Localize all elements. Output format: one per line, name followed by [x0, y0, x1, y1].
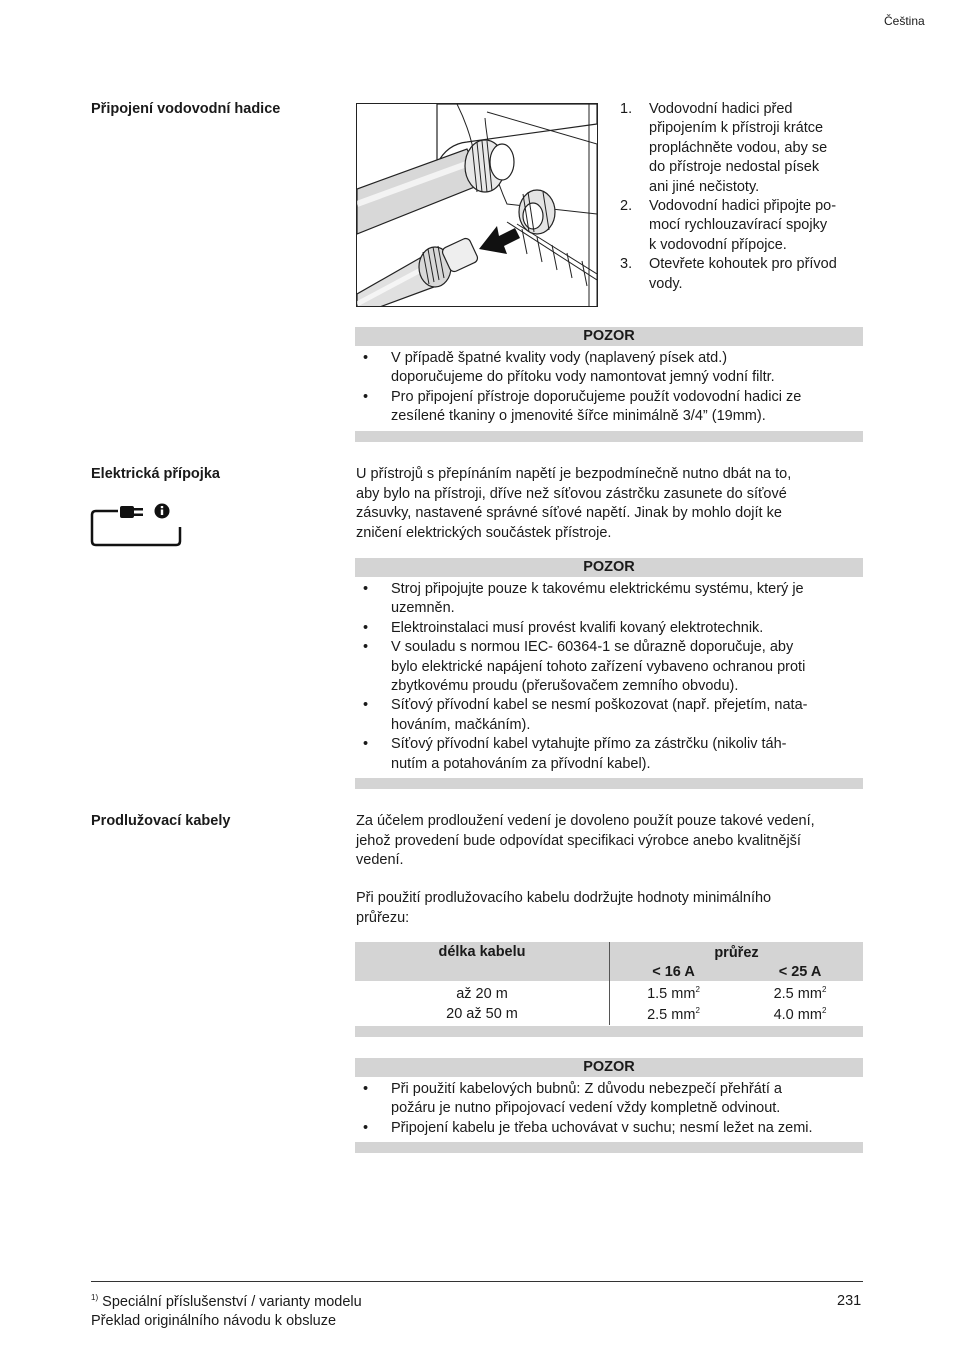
- step-text-line: Vodovodní hadici před: [649, 101, 793, 117]
- bullet: •: [363, 581, 369, 597]
- warning-line: požáru je nutno připojovací vedení vždy kompletně odvinout.: [391, 1100, 781, 1117]
- step-text-line: propláchněte vodou, aby se: [649, 139, 828, 156]
- warning-line: zbytkovému proudu (přerušovačem zemního obvodu).: [391, 678, 739, 695]
- step-number: 3.: [620, 256, 633, 273]
- superscript: 2: [695, 1005, 700, 1015]
- step-text-line: mocí rychlouzavírací spojky: [649, 217, 828, 234]
- footnote: [91, 1293, 362, 1310]
- bullet: •: [363, 350, 369, 366]
- warning-item: [355, 388, 863, 427]
- table-subheader-16a: < 16 A: [652, 963, 695, 980]
- table-subheader-25a: < 25 A: [778, 963, 822, 980]
- warning-item: [355, 1119, 863, 1138]
- table-footer-bar: [355, 1026, 863, 1037]
- section-title-extension: Prodlužovací kabely: [91, 813, 231, 829]
- paragraph-line: průřezu:: [356, 909, 410, 926]
- bullet: •: [363, 697, 369, 714]
- plug-info-icon: [90, 501, 184, 547]
- warning-line: V případě špatné kvality vody (naplavený písek atd.): [391, 350, 728, 366]
- superscript: 2: [695, 985, 700, 995]
- table-header-length: délka kabelu: [355, 942, 610, 981]
- section-title-water-hose: Připojení vodovodní hadice: [91, 101, 281, 117]
- paragraph-line: jehož provedení bude odpovídat specifikaci výrobce anebo kvalitnější: [356, 832, 801, 849]
- step-text-line: Vodovodní hadici připojte po-: [649, 198, 837, 215]
- warning-line: Stroj připojujte pouze k takovému elektrickému systému, který je: [391, 581, 804, 597]
- warning-item: [355, 349, 863, 388]
- cell-value: 4.0 mm: [773, 1006, 822, 1023]
- language-label: Čeština: [884, 14, 925, 28]
- warning-line: zesílené tkaniny o jmenovité šířce minimálně 3/4” (19mm).: [391, 408, 766, 425]
- superscript: 2: [821, 1005, 827, 1015]
- cell-value: 2.5 mm: [647, 1006, 696, 1023]
- page-number: 231: [837, 1293, 862, 1309]
- warning-title: POZOR: [355, 558, 863, 577]
- paragraph-line: zásuvky, nastavené správné síťové napětí. Jinak by mohlo dojít ke: [356, 505, 782, 521]
- bullet: •: [363, 1081, 369, 1097]
- cell-value: 1.5 mm: [647, 985, 696, 1002]
- step-text-line: do přístroje nedostal písek: [649, 159, 820, 176]
- warning-line: Elektroinstalaci musí provést kvalifi kovaný elektrotechnik.: [391, 619, 764, 636]
- bullet: •: [363, 639, 369, 656]
- step-item: [620, 197, 870, 255]
- extension-paragraph-2: [356, 889, 868, 928]
- paragraph-line: U přístrojů s přepínáním napětí je bezpodmínečně nutno dbát na to,: [356, 466, 792, 482]
- step-text-line: připojením k přístroji krátce: [649, 120, 824, 137]
- bullet: •: [363, 736, 369, 753]
- warning-line: uzemněn.: [391, 600, 455, 617]
- footnote-text: Speciální příslušenství / varianty modelu: [98, 1294, 362, 1310]
- cell-value: 2.5 mm: [773, 985, 822, 1002]
- warning-line: V souladu s normou IEC- 60364-1 se důrazně doporučuje, aby: [391, 639, 794, 656]
- table-cell-length: až 20 m: [355, 981, 610, 1003]
- warning-line: Síťový přívodní kabel vytahujte přímo za zástrčku (nikoliv táh-: [391, 736, 787, 753]
- step-text-line: vody.: [649, 275, 683, 292]
- warning-box-electrical: [355, 558, 863, 789]
- warning-box-extension: [355, 1058, 863, 1153]
- paragraph-line: vedení.: [356, 852, 404, 868]
- extension-paragraph-1: [356, 812, 868, 871]
- bullet: •: [363, 388, 369, 405]
- table-cell-16a: [610, 1003, 738, 1025]
- warning-line: nutím a potahováním za přívodní kabel).: [391, 755, 651, 772]
- table-cell-25a: [737, 981, 863, 1003]
- paragraph-line: Při použití prodlužovacího kabelu dodržujte hodnoty minimálního: [356, 890, 772, 906]
- step-number: 2.: [620, 198, 633, 215]
- warning-line: bylo elektrické napájení tohoto zařízení vybaveno ochranou proti: [391, 658, 806, 675]
- paragraph-line: aby bylo na přístroji, dříve než síťovou zástrčku zasunete do síťové: [356, 485, 787, 502]
- warning-title: POZOR: [355, 327, 863, 346]
- warning-item: [355, 735, 863, 774]
- step-item: [620, 100, 870, 197]
- warning-item: [355, 638, 863, 696]
- warning-line: Při použití kabelových bubnů: Z důvodu nebezpečí přehřátí a: [391, 1081, 782, 1097]
- step-number: 1.: [620, 101, 633, 117]
- cable-cross-section-table: [355, 942, 863, 1025]
- step-text-line: ani jiné nečistoty.: [649, 178, 760, 195]
- bullet: •: [363, 619, 369, 636]
- table-header-cross-section: průřez: [714, 945, 759, 961]
- step-text-line: k vodovodní přípojce.: [649, 236, 787, 253]
- hose-connection-drawing: [357, 104, 598, 307]
- warning-item: [355, 696, 863, 735]
- table-cell-16a: [610, 981, 738, 1003]
- warning-item: [355, 580, 863, 619]
- table-cell-length: 20 až 50 m: [355, 1003, 610, 1025]
- hose-connection-illustration: [356, 103, 598, 307]
- section-title-electrical: Elektrická přípojka: [91, 466, 220, 482]
- warning-item: [355, 1080, 863, 1119]
- paragraph-line: Za účelem prodloužení vedení je dovoleno použít pouze takové vedení,: [356, 813, 815, 829]
- paragraph-line: zničení elektrických součástek přístroje.: [356, 524, 612, 541]
- table-cell-25a: [737, 1003, 863, 1025]
- step-text-line: Otevřete kohoutek pro přívod: [649, 256, 837, 273]
- warning-footer-bar: [355, 431, 863, 442]
- warning-title: POZOR: [355, 1058, 863, 1077]
- footer-divider: [91, 1281, 863, 1282]
- connection-steps-list: [620, 100, 870, 294]
- table-row: [355, 981, 863, 1003]
- table-row: [355, 1003, 863, 1025]
- translation-note: Překlad originálního návodu k obsluze: [91, 1313, 337, 1329]
- warning-line: Připojení kabelu je třeba uchovávat v suchu; nesmí ležet na zemi.: [391, 1119, 813, 1136]
- step-item: [620, 255, 870, 294]
- warning-line: hováním, mačkáním).: [391, 716, 531, 733]
- superscript: 2: [821, 985, 827, 995]
- warning-box-water: [355, 327, 863, 442]
- warning-footer-bar: [355, 778, 863, 789]
- electrical-paragraph: [356, 465, 866, 543]
- warning-footer-bar: [355, 1142, 863, 1153]
- warning-line: Pro připojení přístroje doporučujeme použít vodovodní hadici ze: [391, 388, 802, 405]
- footnote-mark: 1): [91, 1293, 99, 1302]
- bullet: •: [363, 1119, 369, 1136]
- warning-item: [355, 619, 863, 638]
- warning-line: Síťový přívodní kabel se nesmí poškozovat (např. přejetím, nata-: [391, 697, 808, 714]
- warning-line: doporučujeme do přítoku vody namontovat jemný vodní filtr.: [391, 369, 775, 386]
